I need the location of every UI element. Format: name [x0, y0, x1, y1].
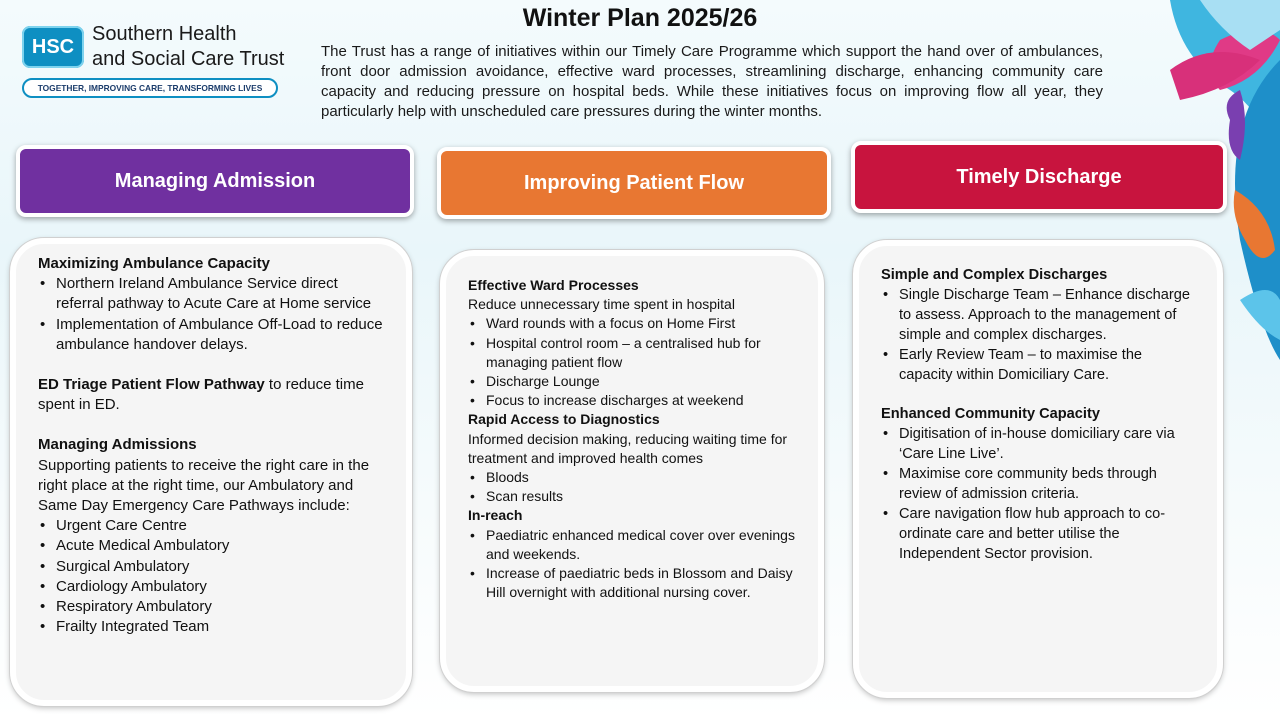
intro-paragraph: The Trust has a range of initiatives within our Timely Care Programme which support the hand over of ambulances, front door admission avoidance, effective ward processes, streamlining discharge, enhancing community care capacity and reducing pressure on hospital beds. While these initiatives focus on improving flow all year, they particularly help with unscheduled care pressures during the winter months. [321, 43, 1103, 120]
list-item: • Cardiology Ambulatory [38, 577, 384, 597]
list-item: • Hospital control room – a centralised hub for managing patient flow [468, 334, 796, 372]
header-improving-patient-flow: Improving Patient Flow [437, 147, 831, 219]
list-item: • Bloods [468, 468, 796, 487]
ed-triage-paragraph [38, 375, 384, 415]
bullet-list [38, 516, 384, 637]
section-title: Effective Ward Processes [468, 277, 639, 293]
trust-name-line1: Southern Health [92, 23, 237, 45]
list-item: • Implementation of Ambulance Off-Load to reduce ambulance handover delays. [38, 315, 384, 355]
list-item: • Care navigation flow hub approach to co-ordinate care and better utilise the Independent Sector provision. [881, 505, 1195, 565]
section-title: Managing Admissions [38, 436, 197, 454]
bullet-list [38, 274, 384, 355]
list-item: • Frailty Integrated Team [38, 617, 384, 637]
paragraph-text: to reduce time spent in ED. [38, 376, 364, 414]
hsc-logo-mark: HSC [22, 26, 84, 68]
card-managing-admission [10, 238, 412, 706]
section-title: Rapid Access to Diagnostics [468, 411, 660, 428]
paragraph-text: Informed decision making, reducing waiting time for treatment and improved health comes [468, 430, 788, 466]
list-item: • Increase of paediatric beds in Blossom and Daisy Hill overnight with additional nursing cover. [468, 564, 796, 602]
list-item: • Acute Medical Ambulatory [38, 536, 384, 556]
list-item: • Northern Ireland Ambulance Service direct referral pathway to Acute Care at Home service [38, 274, 384, 314]
section-title: In-reach [468, 507, 523, 524]
list-item: • Digitisation of in-house domiciliary care via ‘Care Line Live’. [881, 425, 1195, 465]
list-item: • Early Review Team – to maximise the capacity within Domiciliary Care. [881, 346, 1195, 386]
list-item: • Single Discharge Team – Enhance discharge to assess. Approach to the management of simple and complex discharges. [881, 286, 1195, 346]
section-title: Simple and Complex Discharges [881, 267, 1108, 283]
list-item: • Focus to increase discharges at weekend [468, 391, 796, 410]
list-item: • Paediatric enhanced medical cover over evenings and weekends. [468, 526, 796, 564]
section-title: Enhanced Community Capacity [881, 406, 1100, 423]
list-item: • Urgent Care Centre [38, 516, 384, 536]
trust-tagline: TOGETHER, IMPROVING CARE, TRANSFORMING LIVES [22, 78, 278, 98]
list-item: • Discharge Lounge [468, 372, 796, 391]
trust-logo [20, 20, 290, 100]
bullet-list [881, 286, 1195, 386]
page-title: Winter Plan 2025/26 [522, 4, 758, 32]
list-item: • Respiratory Ambulatory [38, 597, 384, 617]
list-item: • Ward rounds with a focus on Home First [468, 314, 796, 333]
card-timely-discharge [853, 240, 1223, 698]
section-title: Maximizing Ambulance Capacity [38, 255, 271, 272]
bullet-list [468, 468, 796, 506]
list-item: • Scan results [468, 487, 796, 506]
list-item: • Surgical Ambulatory [38, 557, 384, 577]
bullet-list [468, 526, 796, 603]
list-item: • Maximise core community beds through review of admission criteria. [881, 465, 1195, 505]
card-improving-patient-flow [440, 250, 824, 692]
bullet-list [468, 314, 796, 410]
paragraph-text: Reduce unnecessary time spent in hospital [468, 296, 735, 313]
trust-name-line2: and Social Care Trust [92, 48, 285, 70]
paragraph-text: Supporting patients to receive the right care in the right place at the right time, our Ambulatory and Same Day Emergency Care Pathways include: [38, 456, 370, 515]
header-managing-admission: Managing Admission [16, 145, 414, 217]
header-timely-discharge: Timely Discharge [851, 141, 1227, 213]
bullet-list [881, 425, 1195, 564]
section-title: ED Triage Patient Flow Pathway [38, 376, 265, 394]
trust-name [92, 22, 284, 72]
